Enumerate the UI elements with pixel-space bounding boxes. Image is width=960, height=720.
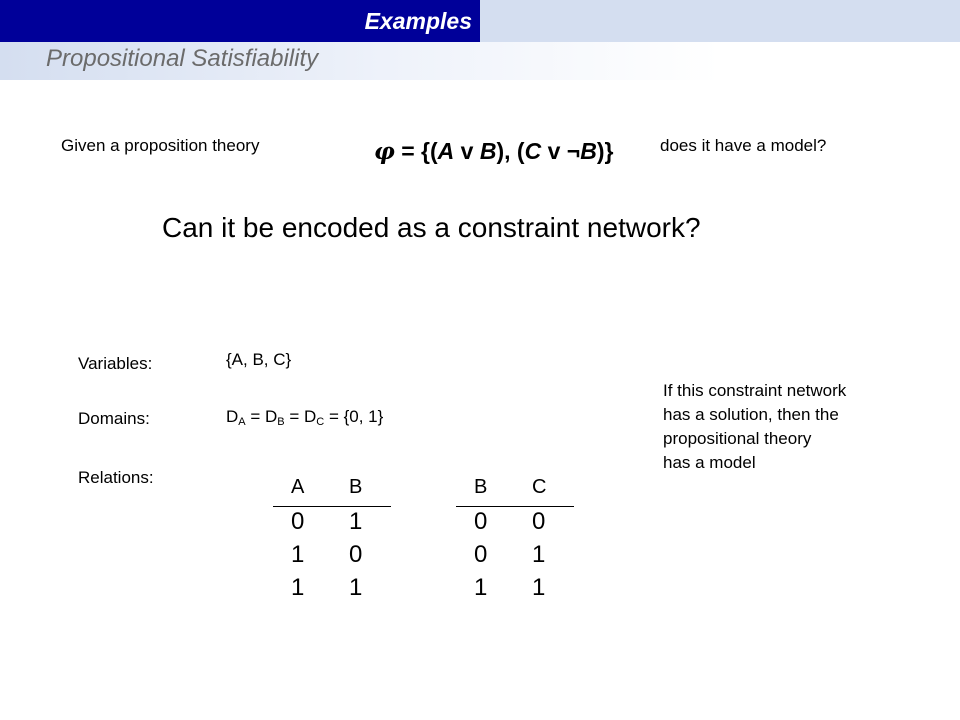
relation-cell: 1 [532,541,546,568]
domain-symbol: D [304,407,317,426]
domain-symbol: D [265,407,278,426]
domain-subscript: C [316,416,325,428]
relation-cell: 0 [349,541,363,568]
note [663,379,923,475]
formula [374,138,613,165]
relation-table-bc [466,476,576,606]
variables-value: {A, B, C} [226,350,292,369]
domains-value [226,407,383,428]
slide-subtitle: Propositional Satisfiability [46,45,319,72]
note-line: propositional theory [663,429,812,448]
section-title: Examples [364,8,472,34]
relation-header-rule [273,506,391,507]
relation-cell: 0 [291,508,305,535]
relation-header: B [474,476,488,498]
relation-header: B [349,476,363,498]
relation-cell: 1 [291,541,305,568]
note-line: has a model [663,453,756,472]
header-bar-right [480,0,960,42]
domain-set: = {0, 1} [324,407,384,426]
relation-cell: 1 [291,574,305,601]
main-question: Can it be encoded as a constraint network? [162,212,701,243]
relation-cell: 0 [532,508,546,535]
relation-cell: 1 [349,574,363,601]
relation-cell: 1 [349,508,363,535]
relations-label: Relations: [78,468,154,487]
given-text: Given a proposition theory [61,136,260,155]
relation-cell: 0 [474,541,488,568]
formula-variable: C [524,138,542,164]
domain-subscript: A [238,416,246,428]
variables-label: Variables: [78,354,153,373]
relation-table-ab [283,476,393,606]
domain-equals: = [284,407,304,426]
domain-equals: = [245,407,265,426]
formula-part: = {( [394,138,438,164]
formula-part: )} [596,138,614,164]
relation-cell: 1 [532,574,546,601]
relation-cell: 1 [474,574,488,601]
phi-symbol: φ [374,138,395,165]
relation-header: C [532,476,547,498]
domain-symbol: D [226,407,239,426]
note-line: has a solution, then the [663,405,839,424]
model-question: does it have a model? [660,136,827,155]
formula-part: v [454,138,480,164]
relation-cell: 0 [474,508,488,535]
formula-variable: A [437,138,455,164]
formula-variable: B [479,138,497,164]
note-line: If this constraint network [663,381,847,400]
domain-subscript: B [277,416,285,428]
domains-label: Domains: [78,409,150,428]
formula-part: ), ( [496,138,525,164]
relation-header-rule [456,506,574,507]
formula-variable: B [580,138,597,164]
formula-part: v ¬ [541,138,581,164]
relation-header: A [291,476,305,498]
